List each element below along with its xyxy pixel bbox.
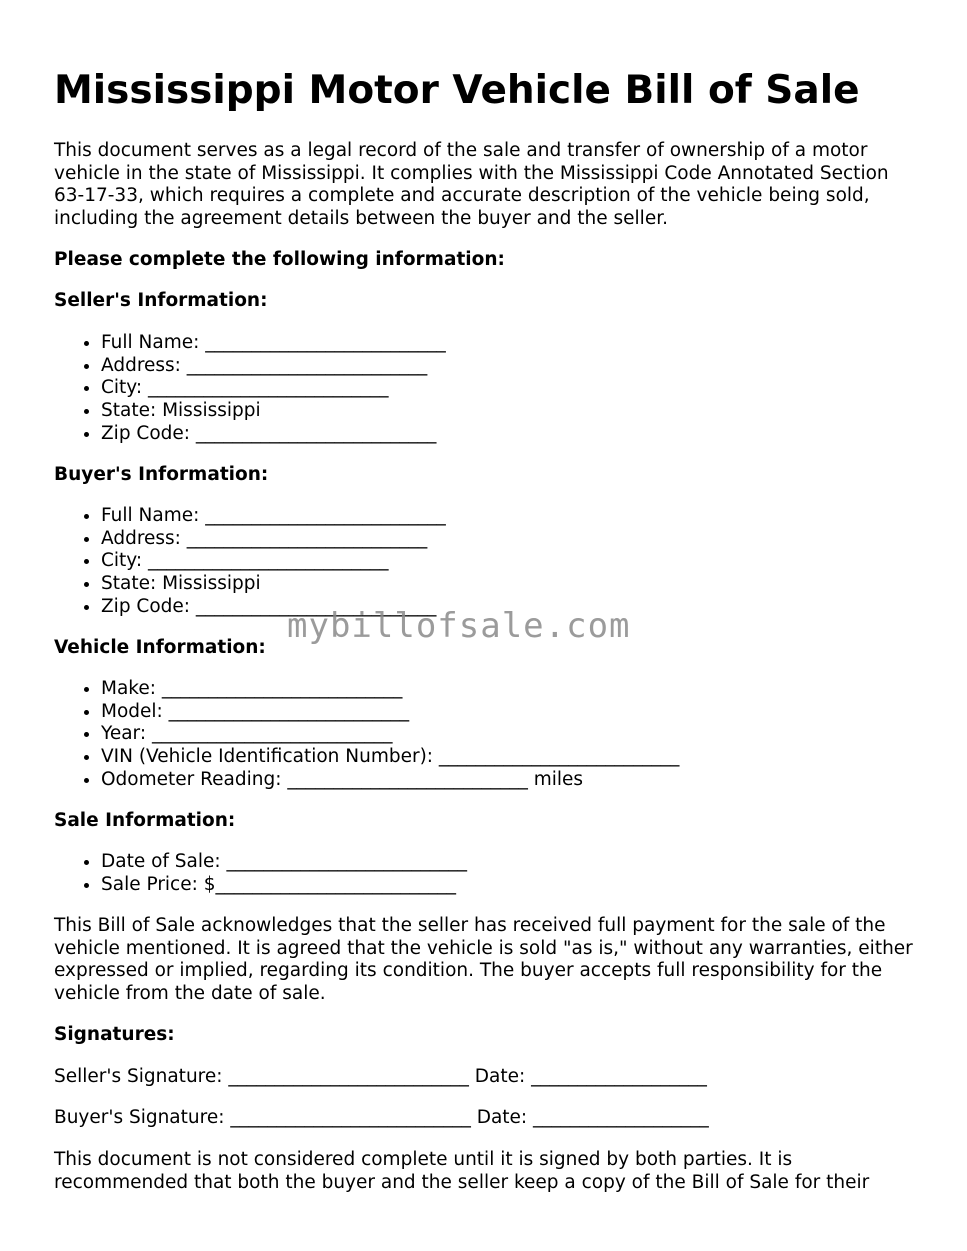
buyer-full-name-field[interactable]: • Full Name: __________________________ <box>101 505 446 528</box>
instruction-heading: Please complete the following information: <box>54 249 505 270</box>
seller-signature-line[interactable]: Seller's Signature: __________________________ Date: ___________________ <box>54 1066 707 1087</box>
sale-date-field[interactable]: • Date of Sale: __________________________ <box>101 851 467 874</box>
page-title: Mississippi Motor Vehicle Bill of Sale <box>54 68 860 113</box>
vehicle-section-heading: Vehicle Information: <box>54 637 266 658</box>
vehicle-make-field[interactable]: • Make: __________________________ <box>101 678 679 701</box>
vehicle-year-field[interactable]: • Year: __________________________ <box>101 723 679 746</box>
vehicle-vin-field[interactable]: • VIN (Vehicle Identification Number): __________________________ <box>101 746 679 769</box>
sale-field-list <box>54 851 467 896</box>
acknowledgement-paragraph: This Bill of Sale acknowledges that the seller has received full payment for the sale of the vehicle mentioned. It is agreed that the vehicle is sold "as is," without any warranties, either expressed or implied, regarding its condition. The buyer accepts full responsibility for the vehicle from the date of sale. <box>54 915 913 1005</box>
seller-field-list <box>54 332 446 446</box>
buyer-field-list <box>54 505 446 619</box>
seller-section-heading: Seller's Information: <box>54 290 268 311</box>
watermark-text: mybillofsale.com <box>287 606 631 646</box>
buyer-city-field[interactable]: • City: __________________________ <box>101 550 446 573</box>
buyer-signature-line[interactable]: Buyer's Signature: __________________________ Date: ___________________ <box>54 1107 709 1128</box>
vehicle-model-field[interactable]: • Model: __________________________ <box>101 701 679 724</box>
buyer-zip-field[interactable]: • Zip Code: __________________________ <box>101 596 446 619</box>
vehicle-odometer-field[interactable]: • Odometer Reading: __________________________ miles <box>101 769 679 792</box>
closing-paragraph: This document is not considered complete until it is signed by both parties. It is recommended that both the buyer and the seller keep a copy of the Bill of Sale for their <box>54 1149 870 1193</box>
seller-address-field[interactable]: • Address: __________________________ <box>101 355 446 378</box>
seller-city-field[interactable]: • City: __________________________ <box>101 377 446 400</box>
intro-paragraph: This document serves as a legal record of the sale and transfer of ownership of a motor vehicle in the state of Mississippi. It complies with the Mississippi Code Annotated Section 63-17-33, which requires a complete and accurate description of the vehicle being sold, including the agreement details between the buyer and the seller. <box>54 140 889 230</box>
sale-price-field[interactable]: • Sale Price: $__________________________ <box>101 874 467 897</box>
vehicle-field-list <box>54 678 679 792</box>
sale-section-heading: Sale Information: <box>54 810 236 831</box>
seller-full-name-field[interactable]: • Full Name: __________________________ <box>101 332 446 355</box>
seller-zip-field[interactable]: • Zip Code: __________________________ <box>101 423 446 446</box>
buyer-state-field: • State: Mississippi <box>101 573 446 596</box>
buyer-address-field[interactable]: • Address: __________________________ <box>101 528 446 551</box>
buyer-section-heading: Buyer's Information: <box>54 464 269 485</box>
signatures-section-heading: Signatures: <box>54 1024 175 1045</box>
seller-state-field: • State: Mississippi <box>101 400 446 423</box>
